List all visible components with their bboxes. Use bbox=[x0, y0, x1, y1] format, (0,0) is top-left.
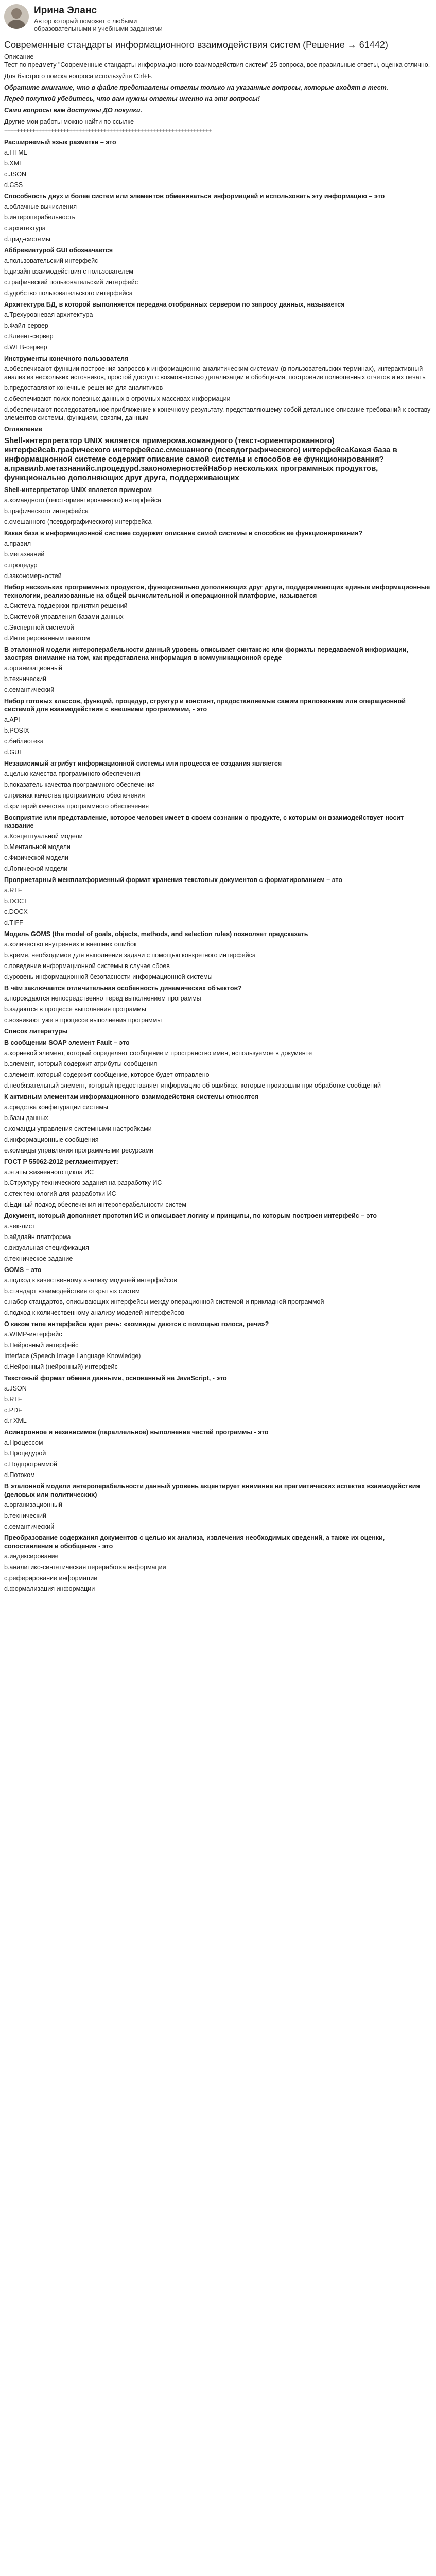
warning-note-1: Обратите внимание, что в файле представлены ответы только на указанные вопросы, которые входят в тест. bbox=[4, 84, 389, 91]
question-text: О каком типе интерфейса идет речь: «команды даются с помощью голоса, речи»? bbox=[4, 1320, 269, 1328]
answer-option: d.критерий качества программного обеспечения bbox=[4, 803, 149, 810]
answer-option: d.необязательный элемент, который предоставляет информацию об ошибках, которые произошли при обработке сообщений bbox=[4, 1082, 381, 1089]
answer-option: b.задаются в процессе выполнения программы bbox=[4, 1006, 146, 1013]
answer-option: c.реферирование информации bbox=[4, 1574, 98, 1582]
answer-option: a.средства конфигурации системы bbox=[4, 1104, 108, 1111]
question-text: Преобразование содержания документов с целью их анализа, извлечения необходимых сведений, а также их оценки, сопоставления и обобщения - это bbox=[4, 1534, 385, 1550]
answer-option: c.Физической модели bbox=[4, 854, 69, 861]
answer-option: a.JSON bbox=[4, 1385, 27, 1392]
answer-option: d.информационные сообщения bbox=[4, 1136, 99, 1143]
answer-option: a.облачные вычисления bbox=[4, 203, 77, 210]
question-text: Документ, который дополняет прототип ИС и описывает логику и принципы, по которым построен интерфейс – это bbox=[4, 1212, 377, 1219]
answer-option: c.обеспечивают поиск полезных данных в огромных массивах информации bbox=[4, 395, 231, 402]
answer-option: a.API bbox=[4, 716, 20, 723]
answer-option: b.графического интерфейса bbox=[4, 507, 89, 515]
author-card bbox=[4, 4, 432, 33]
author-info bbox=[34, 4, 188, 33]
answer-option: b.DOCT bbox=[4, 897, 28, 905]
question-text: Набор готовых классов, функций, процедур, структур и констант, предоставляемые самим приложением или операционной системой для взаимодействия с внешними программами, - это bbox=[4, 698, 406, 713]
answer-option: b.элемент, который содержит атрибуты сообщения bbox=[4, 1060, 158, 1067]
answer-option: b.технический bbox=[4, 1512, 46, 1519]
answer-option: c.Подпрограммой bbox=[4, 1461, 57, 1468]
answer-option: b.Нейронный интерфейс bbox=[4, 1342, 79, 1349]
avatar[interactable] bbox=[4, 4, 29, 29]
question-text: Список литературы bbox=[4, 1028, 68, 1035]
answer-option: b.Ментальной модели bbox=[4, 843, 71, 851]
answer-option: b.RTF bbox=[4, 1396, 22, 1403]
answer-option: c.библиотека bbox=[4, 738, 44, 745]
answer-option: d.грид-системы bbox=[4, 235, 50, 243]
answer-option: b.Структуру технического задания на разработку ИС bbox=[4, 1179, 162, 1187]
question-text: В эталонной модели интероперабельности данный уровень описывает синтаксис или форматы передаваемой информации, заостряя внимание на том, как представлена информация в коммуникационной среде bbox=[4, 646, 408, 662]
answer-option: c.набор стандартов, описывающих интерфейсы между операционной системой и прикладной программой bbox=[4, 1298, 324, 1306]
answer-option: d.CSS bbox=[4, 181, 23, 189]
answer-option: a.пользовательский интерфейс bbox=[4, 257, 98, 264]
answer-option: b.базы данных bbox=[4, 1114, 48, 1122]
answer-option: b.стандарт взаимодействия открытых систем bbox=[4, 1287, 140, 1295]
answer-option: d.Нейронный (нейронный) интерфейс bbox=[4, 1363, 118, 1370]
answer-option: d.обеспечивают последовательное приближение к конечному результату, представляющему собой детальное описание требований к составу элементов системы, функциям, связям, данным bbox=[4, 406, 431, 421]
answer-option: b.показатель качества программного обеспечения bbox=[4, 781, 155, 788]
answer-option: c.Экспертной системой bbox=[4, 624, 74, 631]
question-text: Shell-интерпретатор UNIX является примерома.командного (текст-ориентированного) интерфейсаb.графического интерфейсас.смешанного (псевдографического) интерфейсаКакая база в информационной системе содержит описание самой системы и способов ее функционирования?a.правилb.метазнанийc.процедурd.закономерностейНабор нескольких программных продуктов, функционально дополняющих друг друга, поддерживающих bbox=[4, 436, 397, 482]
other-works-link[interactable]: Другие мои работы можно найти по ссылке bbox=[4, 118, 134, 125]
answer-option: d.WEB-сервер bbox=[4, 344, 47, 351]
answer-option: a.WIMP-интерфейс bbox=[4, 1331, 62, 1338]
question-text: Инструменты конечного пользователя bbox=[4, 355, 129, 362]
answer-option: c.графический пользовательский интерфейс bbox=[4, 279, 138, 286]
answer-option: d.уровень информационной безопасности информационной системы bbox=[4, 973, 213, 980]
question-text: GOMS – это bbox=[4, 1266, 42, 1274]
answer-option: b.время, необходимое для выполнения задачи с помощью конкретного интерфейса bbox=[4, 952, 256, 959]
answer-option: c.семантический bbox=[4, 1523, 55, 1530]
author-name[interactable]: Ирина Эланс bbox=[34, 5, 97, 16]
answer-option: d.техническое задание bbox=[4, 1255, 73, 1262]
answer-option: a.Система поддержки принятия решений bbox=[4, 602, 128, 609]
answer-option: a.правил bbox=[4, 540, 31, 547]
answer-option: c.стек технологий для разработки ИС bbox=[4, 1190, 116, 1197]
question-text: Расширяемый язык разметки – это bbox=[4, 139, 116, 146]
question-text: В сообщении SOAP элемент Fault – это bbox=[4, 1039, 130, 1046]
answer-option: c.процедур bbox=[4, 562, 38, 569]
answer-option: a.организационный bbox=[4, 665, 63, 672]
answer-option: b.дизайн взаимодействия с пользователем bbox=[4, 268, 133, 275]
answer-option: c.Клиент-сервер bbox=[4, 333, 54, 340]
answer-option: a.этапы жизненного цикла ИС bbox=[4, 1168, 94, 1176]
question-text: ГОСТ Р 55062-2012 регламентирует: bbox=[4, 1158, 118, 1165]
answer-option: a.командного (текст-ориентированного) интерфейса bbox=[4, 497, 161, 504]
answer-option: a.чек-лист bbox=[4, 1223, 35, 1230]
answer-option: c.поведение информационной системы в случае сбоев bbox=[4, 962, 170, 970]
answer-option: c.возникают уже в процессе выполнения программы bbox=[4, 1016, 162, 1024]
answer-option: d.удобство пользовательского интерфейса bbox=[4, 290, 133, 297]
answer-option: b.предоставляют конечные решения для аналитиков bbox=[4, 384, 163, 392]
question-text: Проприетарный межплатформенный формат хранения текстовых документов с форматированием – это bbox=[4, 876, 343, 884]
question-text: В чём заключается отличительная особенность динамических объектов? bbox=[4, 985, 242, 992]
answer-option: a.порождаются непосредственно перед выполнением программы bbox=[4, 995, 201, 1002]
question-text: Shell-интерпретатор UNIX является примером bbox=[4, 486, 152, 494]
answer-option: a.корневой элемент, который определяет сообщение и пространство имен, используемое в документе bbox=[4, 1049, 312, 1057]
answer-option: b.метазнаний bbox=[4, 551, 45, 558]
answer-option: d.Логической модели bbox=[4, 865, 68, 872]
answer-option: a.Концептуальной модели bbox=[4, 833, 83, 840]
answer-option: a.обеспечивают функции построения запросов к информационно-аналитическим системам (в пользовательских терминах), интерактивный анализ из нескольких источников, простой доступ с возможностью детализации и обобщения, построение полноценных отчетов и их печать bbox=[4, 365, 426, 381]
answer-option: c.команды управления системными настройками bbox=[4, 1125, 152, 1132]
answer-option: a.индексирование bbox=[4, 1553, 59, 1560]
answer-option: c.JSON bbox=[4, 171, 27, 178]
description-block bbox=[4, 53, 432, 135]
answer-option: c.архитектура bbox=[4, 225, 46, 232]
answer-option: b.Системой управления базами данных bbox=[4, 613, 124, 620]
question-text: Асинхронное и независимое (параллельное) выполнение частей программы - это bbox=[4, 1429, 269, 1436]
answer-option: a.целью качества программного обеспечения bbox=[4, 770, 141, 777]
answer-option: d.Потоком bbox=[4, 1471, 35, 1479]
answer-option: Interface (Speech Image Language Knowledge) bbox=[4, 1352, 141, 1360]
answer-option: c.смешанного (псевдографического) интерфейса bbox=[4, 518, 152, 526]
author-description: Автор который поможет с любыми образовательными и учебными заданиями bbox=[34, 18, 163, 32]
answer-option: c.визуальная спецификация bbox=[4, 1244, 89, 1251]
answer-option: c.семантический bbox=[4, 686, 55, 693]
question-text: К активным элементам информационного взаимодействия системы относятся bbox=[4, 1093, 258, 1100]
answer-option: b.интероперабельность bbox=[4, 214, 76, 221]
answer-option: b.Файл-сервер bbox=[4, 322, 48, 329]
question-text: Способность двух и более систем или элементов обмениваться информацией и использовать эту информацию – это bbox=[4, 193, 385, 200]
answer-option: c.DOCX bbox=[4, 908, 28, 916]
warning-note-2: Перед покупкой убедитесь, что вам нужны ответы именно на эти вопросы! bbox=[4, 95, 260, 103]
answer-option: d.r XML bbox=[4, 1417, 27, 1425]
question-text: Архитектура БД, в которой выполняется передача отобранных сервером по запросу данных, называется bbox=[4, 301, 345, 308]
answer-option: d.GUI bbox=[4, 749, 21, 756]
answer-option: b.аналитико-синтетическая переработка информации bbox=[4, 1564, 166, 1571]
answer-option: a.количество внутренних и внешних ошибок bbox=[4, 941, 137, 948]
description-heading: Описание bbox=[4, 53, 34, 60]
warning-note-3: Сами вопросы вам доступны ДО покупки. bbox=[4, 107, 142, 114]
answer-option: b.Процедурой bbox=[4, 1450, 46, 1457]
answer-option: a.HTML bbox=[4, 149, 27, 156]
answer-option: b.XML bbox=[4, 160, 23, 167]
answer-option: b.технический bbox=[4, 675, 46, 683]
answer-option: c.признак качества программного обеспечения bbox=[4, 792, 145, 799]
answer-option: c.элемент, который содержит сообщение, которое будет отправлено bbox=[4, 1071, 210, 1078]
separator-line: +++++++++++++++++++++++++++++++++++++++++++++++++++++++++++++++++++ bbox=[4, 127, 212, 134]
question-text: Независимый атрибут информационной системы или процесса ее создания является bbox=[4, 760, 282, 767]
question-text: В эталонной модели интероперабельности данный уровень акцентирует внимание на прагматических аспектах взаимодействия (деловых или политических) bbox=[4, 1483, 420, 1498]
question-text: Какая база в информационной системе содержит описание самой системы и способов ее функционирования? bbox=[4, 530, 362, 537]
answer-option: b.айдлайн платформа bbox=[4, 1233, 71, 1241]
answer-option: a.подход к качественному анализу моделей интерфейсов bbox=[4, 1277, 177, 1284]
answer-option: a.организационный bbox=[4, 1501, 63, 1509]
answer-option: b.POSIX bbox=[4, 727, 29, 734]
answer-option: d.формализация информации bbox=[4, 1585, 95, 1592]
answer-option: d.Единый подход обеспечения интероперабельности систем bbox=[4, 1201, 186, 1208]
questions-list bbox=[4, 138, 432, 1593]
question-text: Текстовый формат обмена данными, основанный на JavaScript, - это bbox=[4, 1375, 227, 1382]
answer-option: d.подход к количественному анализу моделей интерфейсов bbox=[4, 1309, 185, 1316]
answer-option: a.Процессом bbox=[4, 1439, 43, 1446]
answer-option: d.закономерностей bbox=[4, 572, 62, 580]
question-text: Набор нескольких программных продуктов, функционально дополняющих друг друга, поддерживающих единые информационные технологии, реализованные на общей вычислительной и операционной платформе, называется bbox=[4, 584, 430, 599]
question-text: Восприятие или представление, которое человек имеет в своем сознании о продукте, с которым он взаимодействует носит название bbox=[4, 814, 404, 829]
answer-option: a.Трехуровневая архитектура bbox=[4, 311, 93, 318]
answer-option: c.PDF bbox=[4, 1406, 22, 1414]
question-text: Аббревиатурой GUI обозначается bbox=[4, 247, 113, 254]
answer-option: a.RTF bbox=[4, 887, 22, 894]
question-text: Оглавление bbox=[4, 426, 42, 433]
search-hint: Для быстрого поиска вопроса используйте Ctrl+F. bbox=[4, 73, 153, 80]
page-title: Современные стандарты информационного взаимодействия систем (Решение → 61442) bbox=[4, 40, 388, 50]
answer-option: e.команды управления программными ресурсами bbox=[4, 1147, 154, 1154]
answer-option: d.Интегрированным пакетом bbox=[4, 635, 90, 642]
description-text: Тест по предмету "Современные стандарты информационного взаимодействия систем" 25 вопроса, все правильные ответы, оценка отлично. bbox=[4, 61, 430, 69]
question-text: Модель GOMS (the model of goals, objects, methods, and selection rules) позволяет предсказать bbox=[4, 930, 308, 938]
answer-option: d.TIFF bbox=[4, 919, 23, 926]
